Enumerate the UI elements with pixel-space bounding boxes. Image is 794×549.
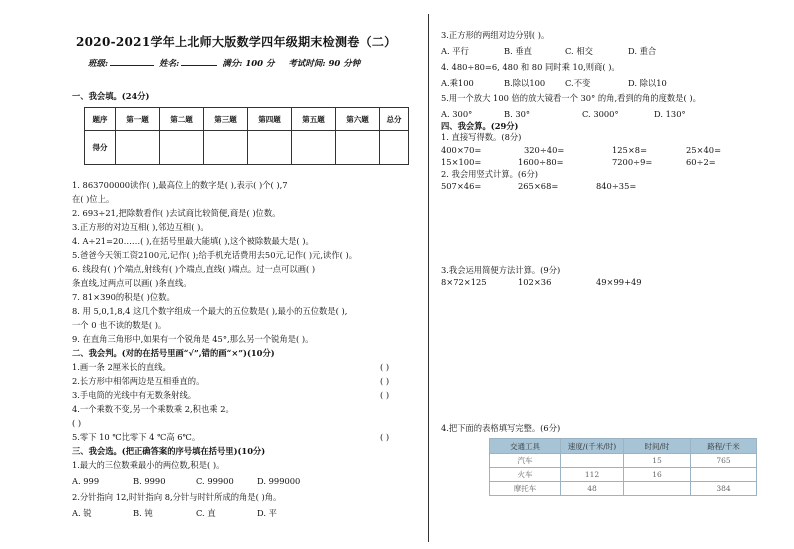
transport-cell: 火车 [490, 468, 561, 482]
score-header: 题序 [85, 108, 116, 131]
judge-item-5: 5.零下 10 ℃比零下 4 ℃高 6℃。 [72, 432, 201, 442]
q5: 5.爸爸今天领工资2100元,记作( );给手机充话费用去50元,记作( )元,读作( )。 [72, 250, 358, 260]
q1-line-b: 在( )位上。 [72, 194, 115, 204]
section1-heading: 一、我会填。(24分) [72, 91, 150, 101]
direct-calc[interactable]: 7200÷9= [612, 157, 653, 167]
score-cell[interactable] [204, 131, 248, 165]
transport-header: 交通工具 [490, 439, 561, 454]
direct-calc[interactable]: 1600÷80= [518, 157, 564, 167]
score-row-label: 得分 [85, 131, 116, 165]
choice-option[interactable]: C. 直 [196, 508, 216, 518]
score-cell[interactable] [292, 131, 336, 165]
name-blank[interactable] [181, 57, 217, 66]
q4: 4. A÷21=20……( ),在括号里最大能填( ),这个被除数最大是( )。 [72, 236, 314, 246]
judge-paren[interactable]: ( ) [380, 376, 390, 386]
choice-option[interactable]: C.不变 [565, 78, 591, 88]
judge-item: 4.一个乘数不变,另一个乘数乘 2,积也乘 2。 [72, 404, 234, 414]
direct-calc[interactable]: 15×100= [441, 157, 482, 167]
q9: 9. 在直角三角形中,如果有一个锐角是 45°,那么另一个锐角是( )。 [72, 334, 314, 344]
score-header: 第四题 [248, 108, 292, 131]
score-table [84, 107, 409, 165]
score-cell[interactable] [380, 131, 409, 165]
direct-calc[interactable]: 60÷2= [686, 157, 716, 167]
transport-cell[interactable] [691, 468, 757, 482]
section2-heading: 二、我会判。(对的在括号里画“√”,错的画“×”)(10分) [72, 348, 275, 358]
transport-cell: 765 [691, 454, 757, 468]
choice-option[interactable]: A. 锐 [72, 508, 92, 518]
choice-q1: 1.最大的三位数乘最小的两位数,积是( )。 [72, 460, 225, 470]
vertical-calc[interactable]: 840÷35= [596, 181, 637, 191]
section3-heading: 三、我会选。(把正确答案的序号填在括号里)(10分) [72, 446, 266, 456]
choice-option[interactable]: C. 99900 [196, 476, 234, 486]
transport-header: 时间/时 [624, 439, 691, 454]
class-blank[interactable] [110, 57, 154, 66]
choice-option[interactable]: D. 除以10 [628, 78, 667, 88]
sub1-heading: 1. 直接写得数。(8分) [441, 132, 522, 142]
choice-option[interactable]: A. 300° [441, 109, 473, 119]
vertical-calc[interactable]: 265×68= [518, 181, 559, 191]
choice-option[interactable]: B. 30° [504, 109, 531, 119]
transport-cell[interactable] [624, 482, 691, 496]
q8-line-a: 8. 用 5,0,1,8,4 这几个数字组成一个最大的五位数是( ),最小的五位数是( ), [72, 306, 348, 316]
sub4-heading: 4.把下面的表格填写完整。(6分) [441, 423, 561, 433]
vertical-calc[interactable]: 507×46= [441, 181, 482, 191]
section4-heading: 四、我会算。(29分) [441, 121, 519, 131]
score-header: 总分 [380, 108, 409, 131]
choice-q2: 2.分针指向 12,时针指向 8,分针与时针所成的角是( )角。 [72, 492, 282, 502]
choice-q4: 4. 480÷80=6, 480 和 80 同时乘 10,则商( )。 [441, 62, 620, 72]
score-cell[interactable] [116, 131, 160, 165]
transport-header: 路程/千米 [691, 439, 757, 454]
choice-option[interactable]: D. 999000 [257, 476, 301, 486]
choice-option[interactable]: D. 重合 [628, 46, 657, 56]
q6-line-b: 条直线,过两点可以画( )条直线。 [72, 278, 192, 288]
choice-option[interactable]: B. 垂直 [504, 46, 532, 56]
transport-cell: 112 [561, 468, 624, 482]
name-label: 姓名: [159, 59, 180, 69]
choice-option[interactable]: C. 相交 [565, 46, 593, 56]
judge-paren[interactable]: ( ) [380, 362, 390, 372]
transport-cell: 摩托车 [490, 482, 561, 496]
direct-calc[interactable]: 25×40= [686, 145, 722, 155]
choice-option[interactable]: D. 平 [257, 508, 277, 518]
transport-cell: 384 [691, 482, 757, 496]
choice-option[interactable]: B. 钝 [133, 508, 153, 518]
q1-line-a: 1. 863700000读作( ),最高位上的数字是( ),表示( )个( ),7 [72, 180, 288, 190]
sub3-heading: 3.我会运用简便方法计算。(9分) [441, 265, 561, 275]
score-cell[interactable] [336, 131, 380, 165]
q2: 2. 693÷21,把除数看作( )去试商比较简便,商是( )位数。 [72, 208, 281, 218]
score-cell[interactable] [248, 131, 292, 165]
judge-paren[interactable]: ( ) [380, 390, 390, 400]
simple-calc[interactable]: 102×36 [518, 277, 552, 287]
transport-cell: 48 [561, 482, 624, 496]
q8-line-b: 一个 0 也不读的数是( )。 [72, 320, 167, 330]
simple-calc[interactable]: 8×72×125 [441, 277, 487, 287]
choice-option[interactable]: C. 3000° [582, 109, 619, 119]
choice-option[interactable]: A. 999 [72, 476, 100, 486]
score-header: 第一题 [116, 108, 160, 131]
choice-q3: 3.正方形的两组对边分别( )。 [441, 30, 550, 40]
judge-paren[interactable]: ( ) [380, 432, 390, 442]
choice-q5: 5.用一个放大 100 倍的放大镜看一个 30° 的角,看到的角的度数是( )。 [441, 93, 701, 103]
q7: 7. 81×390的积是( )位数。 [72, 292, 175, 302]
judge-item: 3.手电筒的光线中有无数条射线。 [72, 390, 197, 400]
class-label: 班级: [88, 59, 109, 69]
score-header: 第三题 [204, 108, 248, 131]
score-header: 第二题 [160, 108, 204, 131]
choice-option[interactable]: D. 130° [654, 109, 686, 119]
choice-option[interactable]: B. 9990 [133, 476, 166, 486]
direct-calc[interactable]: 320÷40= [524, 145, 565, 155]
judge-item: 2.长方形中相邻两边是互相垂直的。 [72, 376, 205, 386]
judge-item: 1.画一条 2厘米长的直线。 [72, 362, 171, 372]
choice-option[interactable]: A. 平行 [441, 46, 469, 56]
transport-cell: 汽车 [490, 454, 561, 468]
transport-header: 速度/(千米/时) [561, 439, 624, 454]
q6-line-a: 6. 线段有( )个端点,射线有( )个端点,直线( )端点。过一点可以画( ) [72, 264, 316, 274]
choice-option[interactable]: B.除以100 [504, 78, 546, 88]
sub2-heading: 2. 我会用竖式计算。(6分) [441, 169, 538, 179]
score-header: 第六题 [336, 108, 380, 131]
choice-option[interactable]: A.乘100 [441, 78, 474, 88]
score-label: 满分: 100 分 [222, 59, 275, 69]
transport-cell: 15 [624, 454, 691, 468]
score-cell[interactable] [160, 131, 204, 165]
score-header: 第五题 [292, 108, 336, 131]
direct-calc[interactable]: 125×8= [612, 145, 648, 155]
transport-cell[interactable] [561, 454, 624, 468]
direct-calc[interactable]: 400×70= [441, 145, 482, 155]
q3: 3.正方形的对边互相( ),邻边互相( )。 [72, 222, 209, 232]
transport-cell: 16 [624, 468, 691, 482]
page-title: 2020-2021学年上北师大版数学四年级期末检测卷（二） [76, 35, 397, 49]
column-divider [428, 14, 429, 542]
judge-paren[interactable]: ( ) [72, 418, 82, 428]
transport-table [489, 438, 757, 496]
simple-calc[interactable]: 49×99+49 [596, 277, 642, 287]
student-info [88, 57, 362, 69]
time-label: 考试时间: 90 分钟 [288, 59, 361, 69]
